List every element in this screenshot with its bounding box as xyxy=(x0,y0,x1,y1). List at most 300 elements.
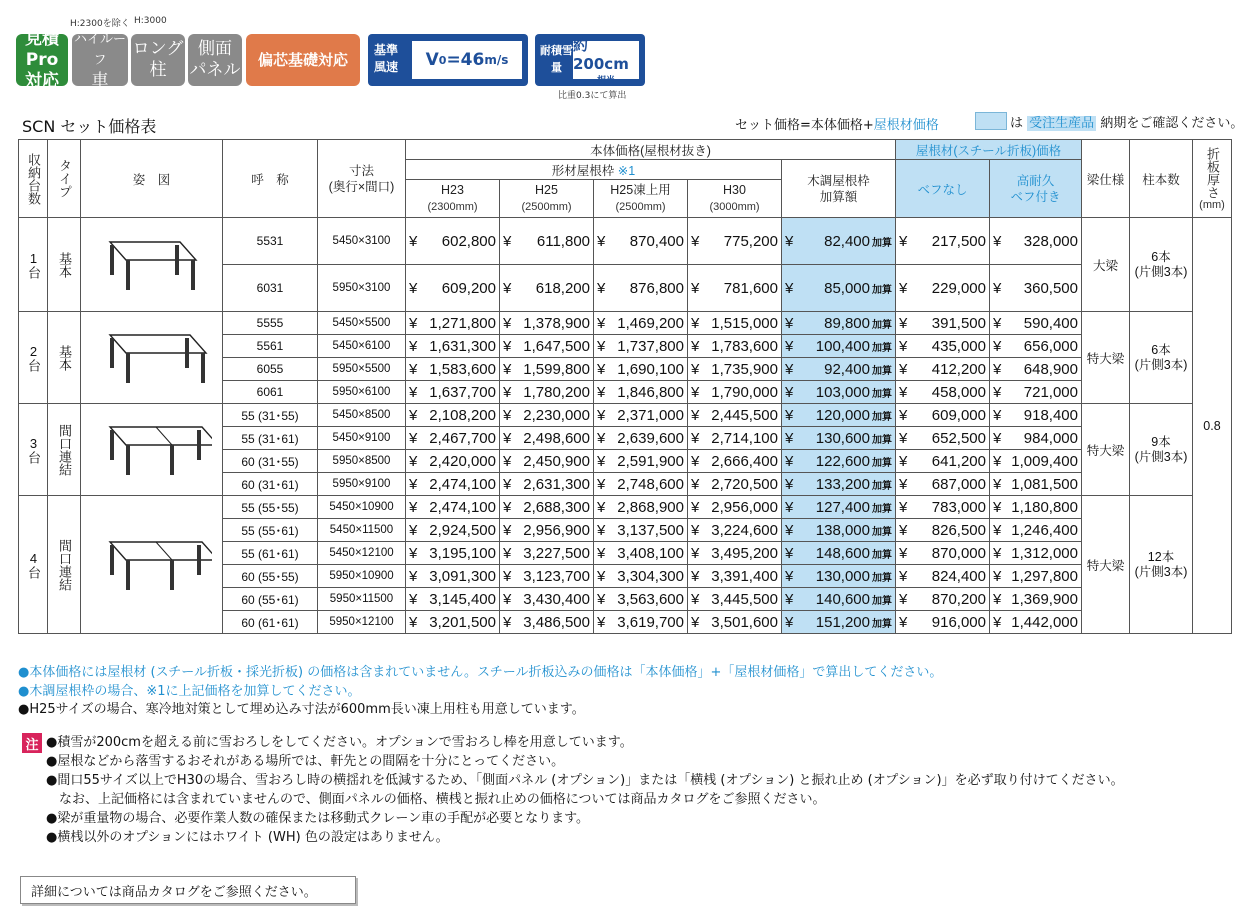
price-value: 1,790,000 xyxy=(711,383,778,401)
cell-name: 60 (55･61) xyxy=(223,588,318,611)
yen-sign: ¥ xyxy=(899,360,908,378)
yen-sign: ¥ xyxy=(597,279,606,297)
yen-sign: ¥ xyxy=(899,613,908,631)
caution-notes xyxy=(46,733,1124,847)
highroof-badge-line2: 車 xyxy=(91,70,109,91)
cell-price-h23 xyxy=(406,265,500,312)
cell-price-h30 xyxy=(688,450,782,473)
cell-figure xyxy=(81,218,223,312)
cell-price-h25 xyxy=(500,450,594,473)
kasan-label: 加算 xyxy=(872,388,892,400)
longpost-note: H:3000 xyxy=(134,16,167,26)
price-value: 824,400 xyxy=(931,567,986,585)
yen-sign: ¥ xyxy=(409,314,418,332)
price-value: 130,000 xyxy=(815,567,870,585)
cell-price-h23 xyxy=(406,496,500,519)
sidepanel-badge-line1: 側面 xyxy=(198,39,232,59)
snow-load-value xyxy=(573,36,639,86)
yen-sign: ¥ xyxy=(785,279,794,297)
cell-price-hebi xyxy=(990,358,1082,381)
cell-wood-add xyxy=(782,427,896,450)
price-value: 721,000 xyxy=(1023,383,1078,401)
price-value: 1,081,500 xyxy=(1011,475,1078,493)
yen-sign: ¥ xyxy=(503,279,512,297)
cell-price-h25 xyxy=(500,588,594,611)
yen-sign: ¥ xyxy=(691,383,700,401)
cell-price-plain xyxy=(896,565,990,588)
formula-prefix: セット価格=本体価格+ xyxy=(735,118,874,133)
yen-sign: ¥ xyxy=(993,314,1002,332)
cell-price-h23 xyxy=(406,519,500,542)
kasan-label: 加算 xyxy=(872,342,892,354)
price-value: 2,445,500 xyxy=(711,406,778,424)
price-value: 876,800 xyxy=(629,279,684,297)
price-value: 3,501,600 xyxy=(711,613,778,631)
carport-figure xyxy=(92,530,212,600)
cell-price-plain xyxy=(896,335,990,358)
cell-name: 55 (55･55) xyxy=(223,496,318,519)
wood-add-wrap xyxy=(816,407,892,424)
cell-figure xyxy=(81,404,223,496)
price-value: 2,467,700 xyxy=(429,429,496,447)
cell-type: 間口連結 xyxy=(48,496,81,634)
cell-price-hebi xyxy=(990,496,1082,519)
header-thickness-unit: (mm) xyxy=(1199,198,1225,211)
yen-sign: ¥ xyxy=(993,544,1002,562)
yen-sign: ¥ xyxy=(503,383,512,401)
yen-sign: ¥ xyxy=(597,567,606,585)
price-value: 2,108,200 xyxy=(429,406,496,424)
yen-sign: ¥ xyxy=(993,567,1002,585)
price-value: 217,500 xyxy=(931,232,986,250)
cell-dim: 5450×6100 xyxy=(318,335,406,358)
price-value: 3,201,500 xyxy=(429,613,496,631)
price-value: 3,391,400 xyxy=(711,567,778,585)
price-value: 82,400 xyxy=(824,232,870,250)
cell-price-h23 xyxy=(406,473,500,496)
cell-beam: 特大梁 xyxy=(1082,312,1130,404)
wood-add-wrap xyxy=(824,233,892,250)
cell-price-h25t xyxy=(594,218,688,265)
yen-sign: ¥ xyxy=(409,337,418,355)
price-value: 3,445,500 xyxy=(711,590,778,608)
yen-sign: ¥ xyxy=(691,232,700,250)
cell-figure xyxy=(81,312,223,404)
cell-name: 6061 xyxy=(223,381,318,404)
yen-sign: ¥ xyxy=(785,452,794,470)
yen-sign: ¥ xyxy=(993,498,1002,516)
legend-highlight: 受注生産品 xyxy=(1029,116,1095,131)
price-value: 2,666,400 xyxy=(711,452,778,470)
cell-posts xyxy=(1130,404,1193,496)
cell-dim: 5950×9100 xyxy=(318,473,406,496)
price-value: 103,000 xyxy=(815,383,870,401)
cell-price-hebi xyxy=(990,565,1082,588)
yen-sign: ¥ xyxy=(503,314,512,332)
price-value: 435,000 xyxy=(931,337,986,355)
cell-beam: 特大梁 xyxy=(1082,404,1130,496)
legend-pre: は xyxy=(1010,116,1024,131)
posts-side: (片側3本) xyxy=(1134,357,1188,372)
yen-sign: ¥ xyxy=(993,590,1002,608)
yen-sign: ¥ xyxy=(993,475,1002,493)
price-value: 2,371,000 xyxy=(617,406,684,424)
price-value: 609,200 xyxy=(441,279,496,297)
legend-post: 納期をご確認ください。 xyxy=(1100,116,1244,131)
cell-price-plain xyxy=(896,404,990,427)
price-value: 652,500 xyxy=(931,429,986,447)
kasan-label: 加算 xyxy=(872,618,892,630)
price-value: 2,450,900 xyxy=(523,452,590,470)
header-profile-frame xyxy=(406,160,782,180)
yen-sign: ¥ xyxy=(899,521,908,539)
cell-price-hebi xyxy=(990,427,1082,450)
cell-wood-add xyxy=(782,565,896,588)
cell-price-hebi xyxy=(990,542,1082,565)
header-h25-sub: (2500mm) xyxy=(521,201,572,213)
cell-price-h25t xyxy=(594,565,688,588)
set-price-formula xyxy=(735,114,939,133)
wood-add-wrap xyxy=(816,499,892,516)
cell-price-h25 xyxy=(500,496,594,519)
cell-price-plain xyxy=(896,450,990,473)
header-dim-1: 寸法 xyxy=(348,163,374,178)
cell-name: 60 (61･61) xyxy=(223,611,318,634)
cell-price-h25 xyxy=(500,473,594,496)
header-h25-label: H25 xyxy=(535,183,558,197)
header-roof-material: 屋根材(スチール折板)価格 xyxy=(896,140,1082,160)
price-value: 3,137,500 xyxy=(617,521,684,539)
yen-sign: ¥ xyxy=(409,521,418,539)
header-dim xyxy=(318,140,406,218)
cell-price-plain xyxy=(896,381,990,404)
price-value: 2,956,900 xyxy=(523,521,590,539)
price-value: 3,123,700 xyxy=(523,567,590,585)
cell-price-h30 xyxy=(688,312,782,335)
cell-wood-add xyxy=(782,312,896,335)
caution-line: ●横桟以外のオプションにはホワイト (WH) 色の設定はありません。 xyxy=(46,830,449,845)
mitsumori-badge-line2: 対応 xyxy=(25,70,59,91)
yen-sign: ¥ xyxy=(503,590,512,608)
price-value: 3,563,600 xyxy=(617,590,684,608)
price-value: 120,000 xyxy=(815,406,870,424)
carport-figure xyxy=(92,323,212,393)
kasan-label: 加算 xyxy=(872,480,892,492)
header-figure: 姿 図 xyxy=(81,140,223,218)
yen-sign: ¥ xyxy=(993,279,1002,297)
cell-price-h25t xyxy=(594,381,688,404)
cell-price-hebi xyxy=(990,218,1082,265)
posts-count: 9本 xyxy=(1151,434,1171,449)
kasan-label: 加算 xyxy=(872,526,892,538)
cell-count: 3台 xyxy=(19,404,48,496)
header-wood-2: 加算額 xyxy=(819,189,858,204)
header-h30-label: H30 xyxy=(723,183,746,197)
yen-sign: ¥ xyxy=(899,314,908,332)
yen-sign: ¥ xyxy=(785,314,794,332)
price-value: 2,639,600 xyxy=(617,429,684,447)
cell-dim: 5450×5500 xyxy=(318,312,406,335)
yen-sign: ¥ xyxy=(597,314,606,332)
yen-sign: ¥ xyxy=(993,232,1002,250)
caution-line: ●梁が重量物の場合、必要作業人数の確保または移動式クレーン車の手配が必要となります。 xyxy=(46,811,590,826)
yen-sign: ¥ xyxy=(503,544,512,562)
price-value: 1,583,600 xyxy=(429,360,496,378)
header-hebi xyxy=(990,160,1082,218)
yen-sign: ¥ xyxy=(899,452,908,470)
cell-name: 6031 xyxy=(223,265,318,312)
cell-price-h25 xyxy=(500,335,594,358)
longpost-badge xyxy=(131,34,185,86)
yen-sign: ¥ xyxy=(785,613,794,631)
kasan-label: 加算 xyxy=(872,434,892,446)
header-beam: 梁仕様 xyxy=(1082,140,1130,218)
cell-price-hebi xyxy=(990,335,1082,358)
cell-price-h30 xyxy=(688,542,782,565)
header-thickness xyxy=(1193,140,1232,218)
cell-price-h30 xyxy=(688,404,782,427)
header-hebi-2: ベフ付き xyxy=(1010,189,1061,204)
yen-sign: ¥ xyxy=(899,567,908,585)
price-value: 89,800 xyxy=(824,314,870,332)
price-value: 2,420,000 xyxy=(429,452,496,470)
yen-sign: ¥ xyxy=(503,429,512,447)
kasan-label: 加算 xyxy=(872,595,892,607)
posts-count: 6本 xyxy=(1151,249,1171,264)
yen-sign: ¥ xyxy=(785,337,794,355)
cell-posts xyxy=(1130,496,1193,634)
price-value: 618,200 xyxy=(535,279,590,297)
cell-figure xyxy=(81,496,223,634)
cell-price-h30 xyxy=(688,496,782,519)
cell-price-h30 xyxy=(688,218,782,265)
cell-name: 5561 xyxy=(223,335,318,358)
price-value: 2,956,000 xyxy=(711,498,778,516)
price-value: 781,600 xyxy=(723,279,778,297)
sidepanel-badge-line2: パネル xyxy=(189,60,241,80)
price-value: 602,800 xyxy=(441,232,496,250)
yen-sign: ¥ xyxy=(899,475,908,493)
price-value: 2,688,300 xyxy=(523,498,590,516)
header-h23-label: H23 xyxy=(441,183,464,197)
cell-beam: 大梁 xyxy=(1082,218,1130,312)
price-value: 1,783,600 xyxy=(711,337,778,355)
cell-wood-add xyxy=(782,611,896,634)
cell-price-h25 xyxy=(500,611,594,634)
price-value: 870,200 xyxy=(931,590,986,608)
cell-price-h23 xyxy=(406,588,500,611)
price-value: 870,000 xyxy=(931,544,986,562)
wood-add-wrap xyxy=(824,280,892,297)
cell-price-h23 xyxy=(406,565,500,588)
yen-sign: ¥ xyxy=(503,567,512,585)
yen-sign: ¥ xyxy=(691,429,700,447)
price-value: 611,800 xyxy=(536,232,590,250)
yen-sign: ¥ xyxy=(597,232,606,250)
yen-sign: ¥ xyxy=(993,429,1002,447)
yen-sign: ¥ xyxy=(785,498,794,516)
kasan-label: 加算 xyxy=(872,549,892,561)
price-value: 3,408,100 xyxy=(617,544,684,562)
cell-price-plain xyxy=(896,588,990,611)
yen-sign: ¥ xyxy=(503,337,512,355)
price-value: 641,200 xyxy=(931,452,986,470)
price-value: 3,224,600 xyxy=(711,521,778,539)
legend-text xyxy=(1010,112,1243,131)
cell-name: 5555 xyxy=(223,312,318,335)
header-no-hebi: ベフなし xyxy=(896,160,990,218)
posts-side: (片側3本) xyxy=(1134,264,1188,279)
cell-dim: 5450×9100 xyxy=(318,427,406,450)
yen-sign: ¥ xyxy=(993,337,1002,355)
yen-sign: ¥ xyxy=(409,360,418,378)
price-value: 2,230,000 xyxy=(523,406,590,424)
cell-price-hebi xyxy=(990,404,1082,427)
yen-sign: ¥ xyxy=(993,406,1002,424)
yen-sign: ¥ xyxy=(785,406,794,424)
snow-load-note: 比重0.3にて算出 xyxy=(558,91,627,101)
price-value: 648,900 xyxy=(1023,360,1078,378)
caution-line: なお、上記価格には含まれていませんので、側面パネルの価格、横桟と振れ止めの価格については商品カタログをご参照ください。 xyxy=(46,792,826,807)
snow-load-label: 耐積雪 量 xyxy=(540,44,573,74)
cell-price-hebi xyxy=(990,312,1082,335)
price-value: 1,647,500 xyxy=(523,337,590,355)
cell-price-h25t xyxy=(594,496,688,519)
yen-sign: ¥ xyxy=(691,337,700,355)
yen-sign: ¥ xyxy=(597,544,606,562)
yen-sign: ¥ xyxy=(993,613,1002,631)
header-h30-sub: (3000mm) xyxy=(709,201,760,213)
price-value: 2,498,600 xyxy=(523,429,590,447)
yen-sign: ¥ xyxy=(691,521,700,539)
cell-wood-add xyxy=(782,473,896,496)
caution-line: ●間口55サイズ以上でH30の場合、雪おろし時の横揺れを低減するため、「側面パネル (オプション)」または「横桟 (オプション) と振れ止め (オプション)」を必ず取り付けてください。 xyxy=(46,773,1124,788)
cell-dim: 5950×12100 xyxy=(318,611,406,634)
cell-wood-add xyxy=(782,358,896,381)
cell-price-h23 xyxy=(406,381,500,404)
cell-price-hebi xyxy=(990,611,1082,634)
price-value: 122,600 xyxy=(815,452,870,470)
price-value: 127,400 xyxy=(815,498,870,516)
wood-add-wrap xyxy=(824,361,892,378)
cell-wood-add xyxy=(782,519,896,542)
cell-price-h25 xyxy=(500,381,594,404)
price-value: 656,000 xyxy=(1023,337,1078,355)
yen-sign: ¥ xyxy=(691,452,700,470)
cell-dim: 5950×5500 xyxy=(318,358,406,381)
wood-add-wrap xyxy=(816,430,892,447)
price-value: 3,145,400 xyxy=(429,590,496,608)
caution-mark: 注 xyxy=(22,733,42,753)
cell-type: 間口連結 xyxy=(48,404,81,496)
cell-wood-add xyxy=(782,450,896,473)
cell-price-h30 xyxy=(688,519,782,542)
price-value: 85,000 xyxy=(824,279,870,297)
price-value: 2,474,100 xyxy=(429,475,496,493)
yen-sign: ¥ xyxy=(691,279,700,297)
price-value: 1,846,800 xyxy=(617,383,684,401)
cell-price-h23 xyxy=(406,404,500,427)
yen-sign: ¥ xyxy=(993,521,1002,539)
yen-sign: ¥ xyxy=(691,567,700,585)
price-value: 870,400 xyxy=(629,232,684,250)
price-value: 1,515,000 xyxy=(711,314,778,332)
wind-speed-box xyxy=(368,34,528,86)
yen-sign: ¥ xyxy=(785,429,794,447)
price-value: 1,737,800 xyxy=(617,337,684,355)
posts-count: 6本 xyxy=(1151,342,1171,357)
cell-price-h30 xyxy=(688,565,782,588)
yen-sign: ¥ xyxy=(503,521,512,539)
price-value: 1,246,400 xyxy=(1011,521,1078,539)
yen-sign: ¥ xyxy=(785,521,794,539)
yen-sign: ¥ xyxy=(899,429,908,447)
cell-wood-add xyxy=(782,335,896,358)
price-value: 92,400 xyxy=(824,360,870,378)
yen-sign: ¥ xyxy=(409,498,418,516)
price-value: 360,500 xyxy=(1023,279,1078,297)
cell-price-h25t xyxy=(594,265,688,312)
header-h30 xyxy=(688,180,782,218)
yen-sign: ¥ xyxy=(597,452,606,470)
cell-price-plain xyxy=(896,473,990,496)
yen-sign: ¥ xyxy=(785,360,794,378)
header-count: 収納台数 xyxy=(19,140,48,218)
cell-name: 60 (55･55) xyxy=(223,565,318,588)
cell-price-h30 xyxy=(688,265,782,312)
cell-count: 1台 xyxy=(19,218,48,312)
table-row xyxy=(19,312,1232,335)
cell-price-hebi xyxy=(990,519,1082,542)
price-value: 133,200 xyxy=(815,475,870,493)
cell-price-plain xyxy=(896,265,990,312)
price-value: 687,000 xyxy=(931,475,986,493)
posts-side: (片側3本) xyxy=(1134,564,1188,579)
cell-price-h25 xyxy=(500,358,594,381)
yen-sign: ¥ xyxy=(899,498,908,516)
yen-sign: ¥ xyxy=(409,232,418,250)
price-value: 1,690,100 xyxy=(617,360,684,378)
cell-price-plain xyxy=(896,542,990,565)
longpost-badge-line1: ロング xyxy=(132,39,184,59)
cell-wood-add xyxy=(782,496,896,519)
cell-price-h25 xyxy=(500,404,594,427)
price-value: 590,400 xyxy=(1023,314,1078,332)
price-value: 2,924,500 xyxy=(429,521,496,539)
price-value: 2,868,900 xyxy=(617,498,684,516)
cell-wood-add xyxy=(782,542,896,565)
cell-dim: 5450×11500 xyxy=(318,519,406,542)
yen-sign: ¥ xyxy=(597,590,606,608)
cell-price-h23 xyxy=(406,611,500,634)
cell-price-h25t xyxy=(594,519,688,542)
price-value: 2,714,100 xyxy=(711,429,778,447)
cell-count: 4台 xyxy=(19,496,48,634)
yen-sign: ¥ xyxy=(597,521,606,539)
carport-figure xyxy=(92,230,212,300)
price-value: 984,000 xyxy=(1023,429,1078,447)
caution-line: ●積雪が200cmを超える前に雪おろしをしてください。オプションで雪おろし棒を用意しています。 xyxy=(46,735,633,750)
cell-posts xyxy=(1130,312,1193,404)
posts-side: (片側3本) xyxy=(1134,449,1188,464)
kasan-label: 加算 xyxy=(872,365,892,377)
yen-sign: ¥ xyxy=(503,406,512,424)
price-value: 2,474,100 xyxy=(429,498,496,516)
header-wood xyxy=(782,160,896,218)
price-value: 1,271,800 xyxy=(429,314,496,332)
header-dim-2: (奥行×間口) xyxy=(328,179,395,194)
wood-add-wrap xyxy=(824,315,892,332)
